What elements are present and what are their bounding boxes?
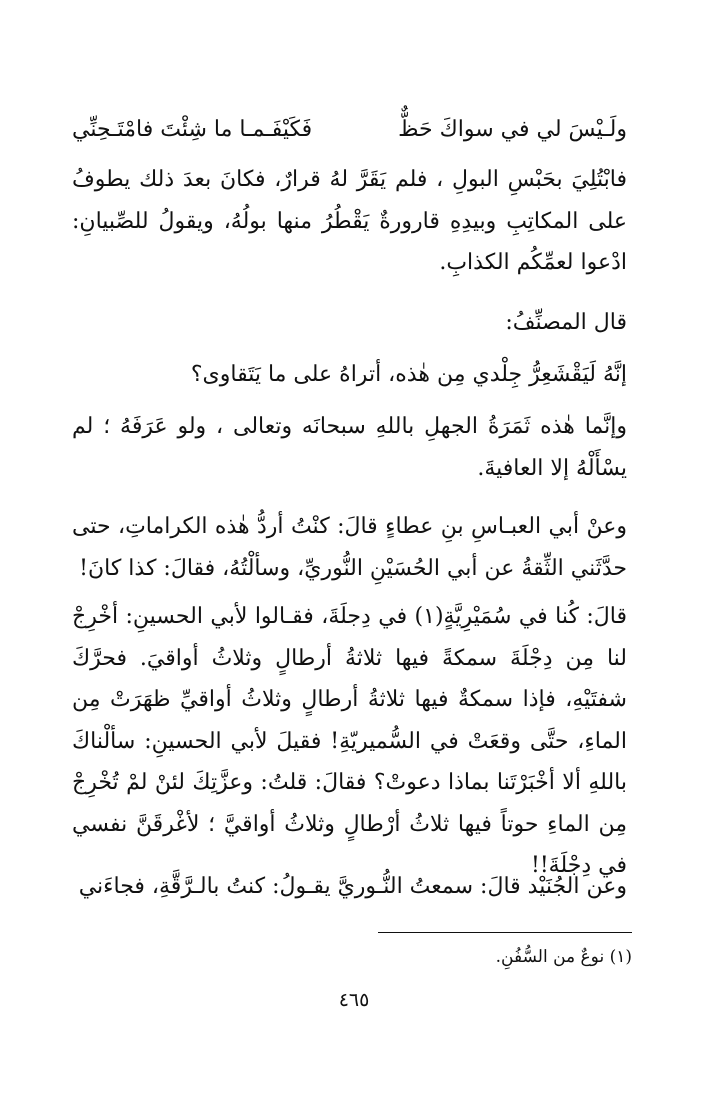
- paragraph-junayd: وعن الجُنَيْد قالَ: سمعتُ النُّـوريَّ يقـولُ: كنتُ بالـرَّقَّةِ، فجاءَني: [78, 874, 627, 899]
- paragraph-fruit-of-ignorance: وإنَّما هٰذه ثَمَرَةُ الجهلِ باللهِ سبحانَه وتعالى ، ولو عَرَفَهُ ؛ لم يسْأَلْهُ إلا العافيةَ.: [72, 414, 627, 481]
- author-heading: قال المصنِّفُ:: [505, 310, 627, 335]
- footnote-separator: [378, 932, 632, 933]
- paragraph-bladder-story: فابْتُلِيَ بحَبْسِ البولِ ، فلم يَقَرَّ لهُ قرارٌ، فكانَ بعدَ ذلك يطوفُ على المكاتِبِ وبيدِهِ قارورةٌ يَقْطُرُ منها بولُهُ، ويقولُ للصِّبيانِ: ادْعوا لعمِّكُم الكذابِ.: [72, 167, 627, 275]
- verse-second-hemistich: فَكَيْفَـمـا ما شِئْتَ فامْتَـحِنِّي: [72, 117, 313, 142]
- paragraph-abu-abbas: وعنْ أبي العبـاسِ بنِ عطاءٍ قالَ: كنْتُ أردُّ هٰذه الكراماتِ، حتى حدَّثَني الثِّقةُ عن أبي الحُسَيْنِ النُّوريِّ، وسألْتُهُ، فقالَ: كذا كانَ!: [72, 514, 627, 581]
- footnote: (١) نوعٌ من السُّفُنِ.: [495, 947, 632, 967]
- author-comment: إنَّهُ لَيَقْشَعِرُّ جِلْدي مِن هٰذه، أتراهُ على ما يَتَقاوى؟: [190, 362, 627, 387]
- poetry-verse: [72, 108, 627, 152]
- page-number: ٤٦٥: [338, 989, 370, 1011]
- verse-first-hemistich: ولَـيْسَ لي في سواكَ حَظٌّ: [398, 117, 627, 142]
- paragraph-fish-story: قالَ: كُنا في سُمَيْرِيَّةٍ(١) في دِجلَةَ، فقـالوا لأبي الحسينِ: أخْرِجْ لنا مِن دِجْلَةَ سمكةً فيها ثلاثةُ أرطالٍ وثلاثُ أواقيَ. فحرَّكَ شفتَيْهِ، فإذا سمكةٌ فيها ثلاثةُ أرطالٍ وثلاثُ أواقيِّ ظهَرَتْ مِن الماءِ، حتَّى وقعَتْ في السُّميريّةِ! فقيلَ لأبي الحسينِ: سألْناكَ باللهِ ألا أخْبَرْتَنا بماذا دعوتْ؟ فقالَ: قلتُ: وعزَّتِكَ لئنْ لمْ تُخْرِجْ مِن الماءِ حوتاً فيها ثلاثُ أرْطالٍ وثلاثُ أواقيَّ ؛ لأغْرقَنَّ نفسي في دِجْلَةَ!!: [72, 604, 627, 878]
